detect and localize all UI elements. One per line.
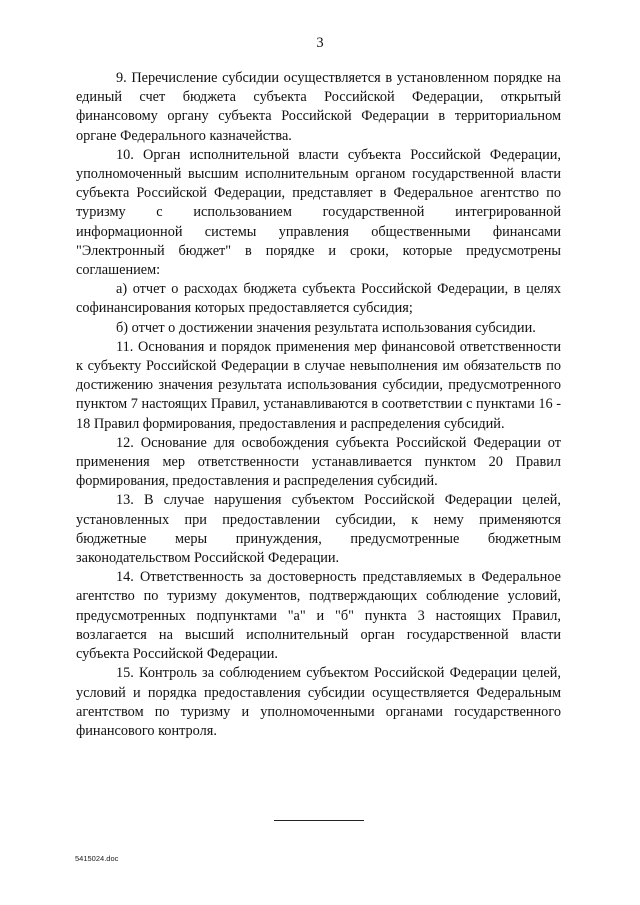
footer-divider <box>274 820 364 821</box>
paragraph-15: 15. Контроль за соблюдением субъектом Российской Федерации целей, условий и порядка предоставления субсидии осуществляется Федеральным агентством по туризму и уполномоченными органами государственного финансового контроля. <box>76 665 561 739</box>
paragraph-10-item-b: б) отчет о достижении значения результата использования субсидии. <box>116 319 536 336</box>
paragraph-10-item-a: а) отчет о расходах бюджета субъекта Российской Федерации, в целях софинансирования которых предоставляется субсидия; <box>76 281 561 317</box>
paragraph-13: 13. В случае нарушения субъектом Российской Федерации целей, установленных при предоставлении субсидии, к нему применяются бюджетные меры принуждения, предусмотренные бюджетным законодательством Российской Федерации. <box>76 492 561 567</box>
paragraph-12: 12. Основание для освобождения субъекта Российской Федерации от применения мер ответственности устанавливается пунктом 20 Правил формирования, предоставления и распределения субсидий. <box>76 434 561 490</box>
paragraph-14: 14. Ответственность за достоверность представляемых в Федеральное агентство по туризму документов, подтверждающих соблюдение условий, предусмотренных подпунктами "а" и "б" пункта 3 настоящих Правил, возлагается на высший исполнительный орган государственной власти субъекта Российской Федерации. <box>76 569 561 663</box>
document-file-id: 5415024.doc <box>75 854 119 863</box>
document-body <box>76 69 561 741</box>
paragraph-10: 10. Орган исполнительной власти субъекта Российской Федерации, уполномоченный высшим исполнительным органом государственной власти субъекта Российской Федерации, представляет в Федеральное агентство по туризму с использованием государственной интегрированной информационной системы управления общественными финансами "Электронный бюджет" в порядке и сроки, которые предусмотрены соглашением: <box>76 146 561 279</box>
page-number: 3 <box>316 35 324 51</box>
paragraph-11: 11. Основания и порядок применения мер финансовой ответственности к субъекту Российской Федерации в случае невыполнения им обязательств по достижению значения результата использования субсидии, предусмотренного пунктом 7 настоящих Правил, устанавливаются в соответствии с пунктами 16 - 18 Правил формирования, предоставления и распределения субсидий. <box>76 338 561 432</box>
paragraph-9: 9. Перечисление субсидии осуществляется в установленном порядке на единый счет бюджета субъекта Российской Федерации, открытый финансовому органу субъекта Российской Федерации в территориальном органе Федерального казначейства. <box>76 70 561 144</box>
